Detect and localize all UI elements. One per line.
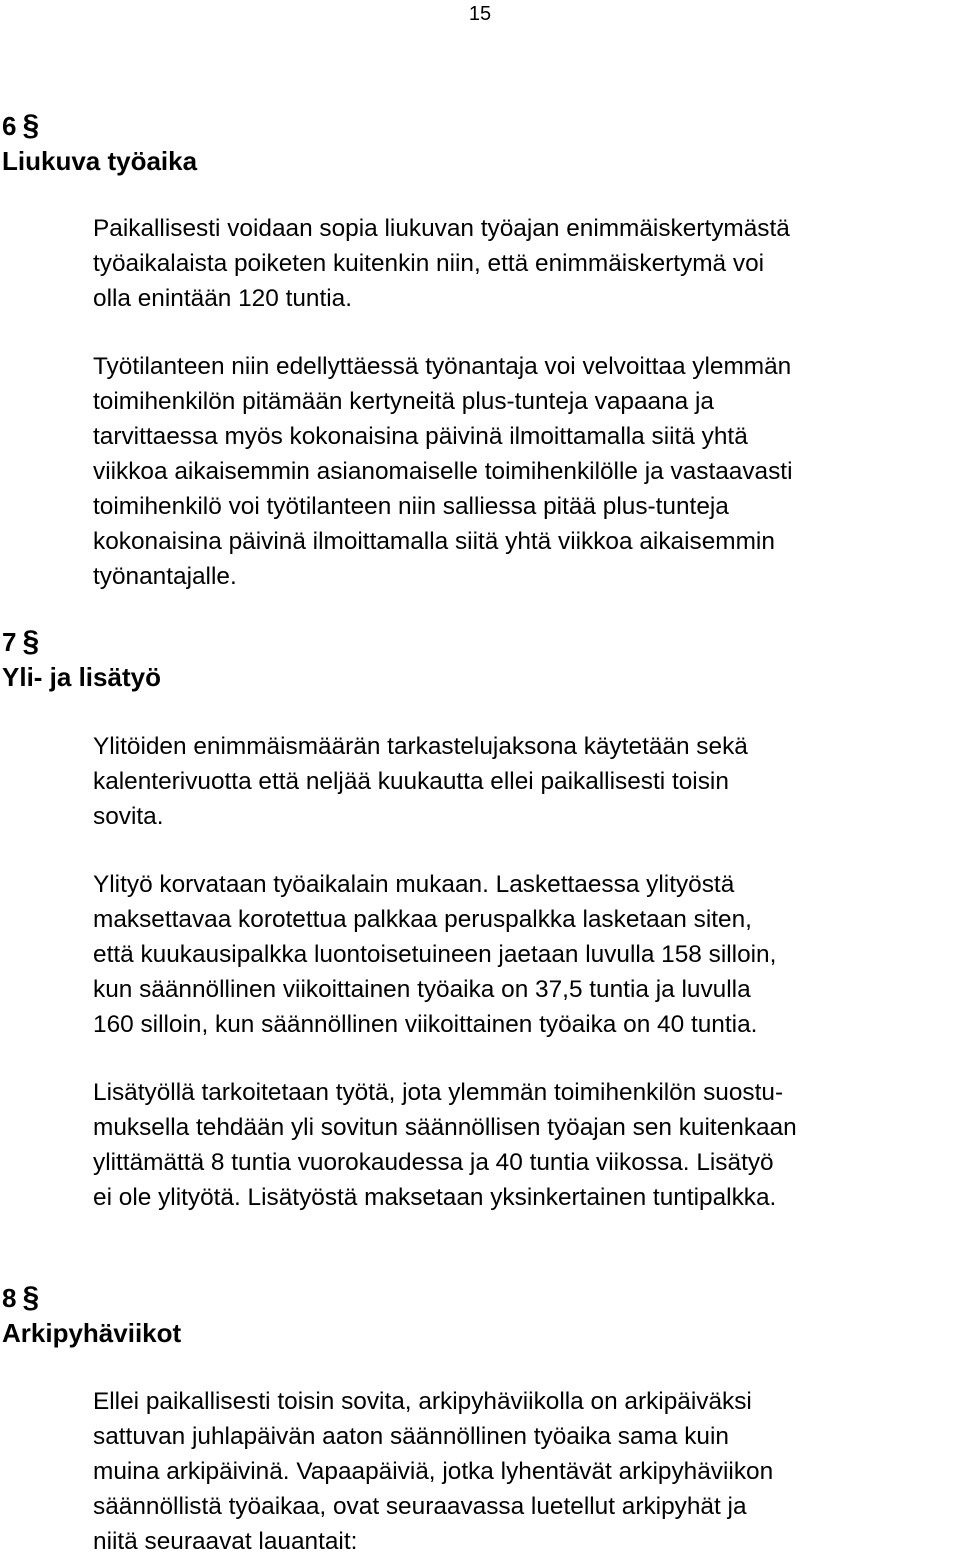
section-number	[2, 108, 197, 144]
paragraph-line: muksella tehdään yli sovitun säännöllisen työajan sen kuitenkaan	[93, 1114, 797, 1141]
paragraph	[93, 349, 793, 594]
paragraph-line: että kuukausipalkka luontoisetuineen jaetaan luvulla 158 silloin,	[93, 941, 777, 968]
paragraph-line: toimihenkilön pitämään kertyneitä plus-tunteja vapaana ja	[93, 388, 714, 415]
paragraph-line: sattuvan juhlapäivän aaton säännöllinen työaika sama kuin	[93, 1423, 729, 1450]
paragraph-line: 160 silloin, kun säännöllinen viikoittainen työaika on 40 tuntia.	[93, 1011, 758, 1038]
section-number	[2, 624, 161, 660]
paragraph	[93, 867, 776, 1042]
section-number-value: 7	[2, 627, 17, 657]
section-number	[2, 1280, 181, 1316]
paragraph-line: maksettavaa korotettua palkkaa peruspalkka lasketaan siten,	[93, 906, 752, 933]
paragraph-line: säännöllistä työaikaa, ovat seuraavassa luetellut arkipyhät ja	[93, 1493, 747, 1520]
section-title: Liukuva työaika	[2, 146, 198, 176]
section-sign: §	[22, 109, 40, 142]
paragraph-line: Ellei paikallisesti toisin sovita, arkipyhäviikolla on arkipäiväksi	[93, 1388, 752, 1415]
section-7-heading	[2, 624, 161, 695]
page-number: 15	[468, 3, 492, 25]
paragraph	[93, 1075, 797, 1215]
section-title: Yli- ja lisätyö	[2, 662, 161, 692]
paragraph-line: olla enintään 120 tuntia.	[93, 285, 353, 312]
paragraph-line: työaikalaista poiketen kuitenkin niin, että enimmäiskertymä voi	[93, 250, 765, 277]
paragraph-line: kalenterivuotta että neljää kuukautta ellei paikallisesti toisin	[93, 768, 729, 795]
section-6-heading	[2, 108, 197, 179]
paragraph-line: Lisätyöllä tarkoitetaan työtä, jota ylemmän toimihenkilön suostu-	[93, 1079, 784, 1106]
paragraph-line: viikkoa aikaisemmin asianomaiselle toimihenkilölle ja vastaavasti	[93, 458, 793, 485]
paragraph-line: tarvittaessa myös kokonaisina päivinä ilmoittamalla siitä yhtä	[93, 423, 748, 450]
paragraph-line: ei ole ylityötä. Lisätyöstä maksetaan yksinkertainen tuntipalkka.	[93, 1184, 777, 1211]
section-number-value: 6	[2, 111, 17, 141]
paragraph-line: muina arkipäivinä. Vapaapäiviä, jotka lyhentävät arkipyhäviikon	[93, 1458, 774, 1485]
section-sign: §	[22, 625, 40, 658]
paragraph-line: sovita.	[93, 803, 164, 830]
paragraph-line: kokonaisina päivinä ilmoittamalla siitä yhtä viikkoa aikaisemmin	[93, 528, 775, 555]
paragraph	[93, 729, 748, 834]
paragraph-line: ylittämättä 8 tuntia vuorokaudessa ja 40 tuntia viikossa. Lisätyö	[93, 1149, 774, 1176]
paragraph-line: niitä seuraavat lauantait:	[93, 1528, 358, 1555]
paragraph-line: toimihenkilö voi työtilanteen niin salliessa pitää plus-tunteja	[93, 493, 729, 520]
paragraph-line: Paikallisesti voidaan sopia liukuvan työajan enimmäiskertymästä	[93, 215, 790, 242]
section-title: Arkipyhäviikot	[2, 1318, 182, 1348]
paragraph	[93, 1384, 773, 1559]
paragraph-line: Ylityö korvataan työaikalain mukaan. Laskettaessa ylityöstä	[93, 871, 735, 898]
paragraph-line: kun säännöllinen viikoittainen työaika on 37,5 tuntia ja luvulla	[93, 976, 751, 1003]
section-sign: §	[22, 1281, 40, 1314]
section-number-value: 8	[2, 1283, 17, 1313]
paragraph	[93, 211, 790, 316]
section-8-heading	[2, 1280, 181, 1351]
paragraph-line: Työtilanteen niin edellyttäessä työnantaja voi velvoittaa ylemmän	[93, 353, 792, 380]
paragraph-line: työnantajalle.	[93, 563, 237, 590]
paragraph-line: Ylitöiden enimmäismäärän tarkastelujaksona käytetään sekä	[93, 733, 748, 760]
